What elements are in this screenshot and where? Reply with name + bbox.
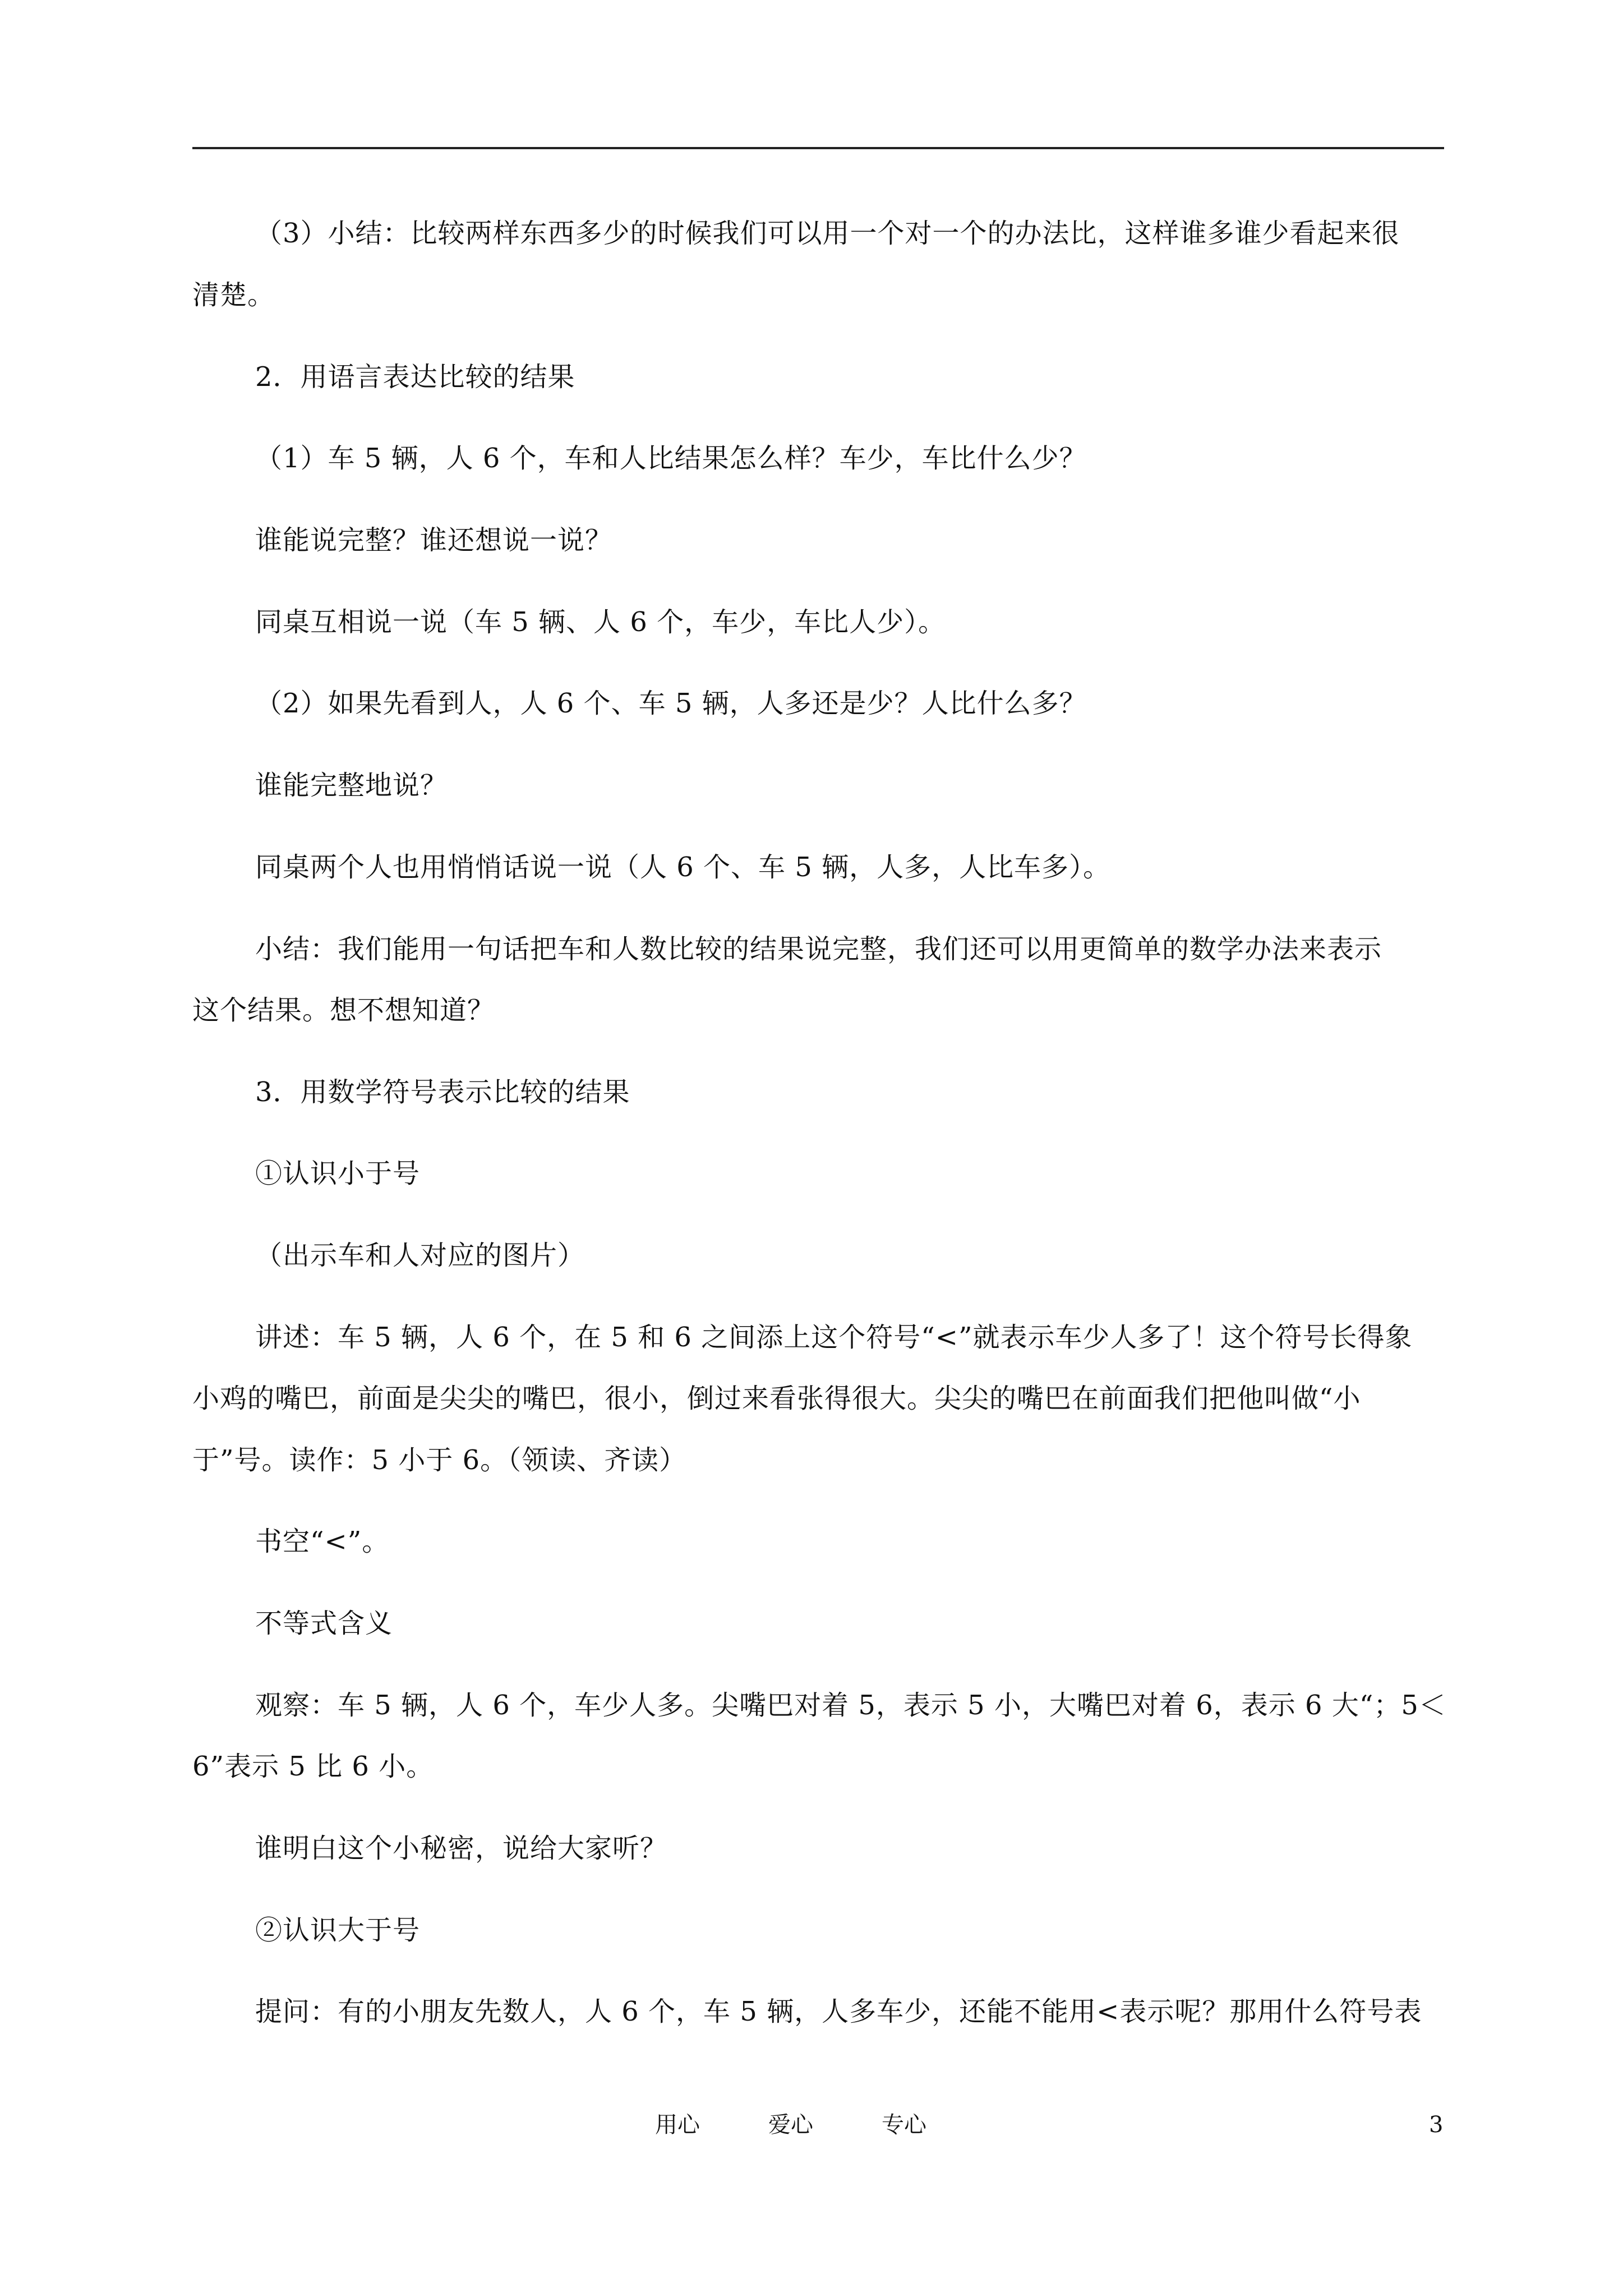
subsection-heading: ①认识小于号 xyxy=(255,1158,421,1189)
paragraph-line: 谁能完整地说？ xyxy=(255,770,448,801)
paragraph-line: （3）小结：比较两样东西多少的时候我们可以用一个对一个的办法比，这样谁多谁少看起来很 xyxy=(255,218,1400,249)
paragraph-line: 不等式含义 xyxy=(255,1608,393,1639)
footer-motto-3: 专心 xyxy=(882,2112,926,2138)
paragraph-line: 小结：我们能用一句话把车和人数比较的结果说完整，我们还可以用更简单的数学办法来表示 xyxy=(255,933,1382,965)
paragraph-line: 书空“<”。 xyxy=(255,1526,390,1557)
paragraph-line: 6”表示 5 比 6 小。 xyxy=(192,1751,434,1782)
paragraph-line: 同桌互相说一说（车 5 辆、人 6 个，车少，车比人少）。 xyxy=(255,606,946,638)
paragraph-line: 这个结果。想不想知道？ xyxy=(192,995,495,1026)
paragraph-line: 提问：有的小朋友先数人，人 6 个，车 5 辆，人多车少，还能不能用<表示呢？那用什么符号表 xyxy=(255,1996,1422,2027)
section-heading: 3．用数学符号表示比较的结果 xyxy=(255,1076,630,1108)
paragraph-line: 清楚。 xyxy=(192,279,275,311)
paragraph-line: 同桌两个人也用悄悄话说一说（人 6 个、车 5 辆，人多，人比车多）。 xyxy=(255,852,1111,883)
page-number: 3 xyxy=(1429,2112,1444,2138)
paragraph-line: 于”号。读作：5 小于 6。（领读、齐读） xyxy=(192,1444,687,1476)
paragraph-line: 谁明白这个小秘密，说给大家听？ xyxy=(255,1833,668,1864)
paragraph-line: 讲述：车 5 辆，人 6 个，在 5 和 6 之间添上这个符号“<”就表示车少人多了！这个符号长得象 xyxy=(255,1322,1413,1353)
section-heading: 2．用语言表达比较的结果 xyxy=(255,361,575,393)
header-rule xyxy=(192,147,1444,149)
paragraph-line: （1）车 5 辆，人 6 个，车和人比结果怎么样？车少，车比什么少？ xyxy=(255,443,1087,474)
paragraph-line: （出示车和人对应的图片） xyxy=(255,1240,585,1271)
paragraph-line: （2）如果先看到人，人 6 个、车 5 辆，人多还是少？人比什么多？ xyxy=(255,688,1087,719)
subsection-heading: ②认识大于号 xyxy=(255,1915,421,1946)
paragraph-line: 观察：车 5 辆，人 6 个，车少人多。尖嘴巴对着 5，表示 5 小，大嘴巴对着 6，表示 6 大“；5＜ xyxy=(255,1690,1446,1721)
paragraph-line: 小鸡的嘴巴，前面是尖尖的嘴巴，很小，倒过来看张得很大。尖尖的嘴巴在前面我们把他叫做“小 xyxy=(192,1383,1361,1414)
footer-motto-2: 爱心 xyxy=(768,2112,813,2138)
footer-motto-1: 用心 xyxy=(655,2112,700,2138)
paragraph-line: 谁能说完整？谁还想说一说？ xyxy=(255,524,613,556)
